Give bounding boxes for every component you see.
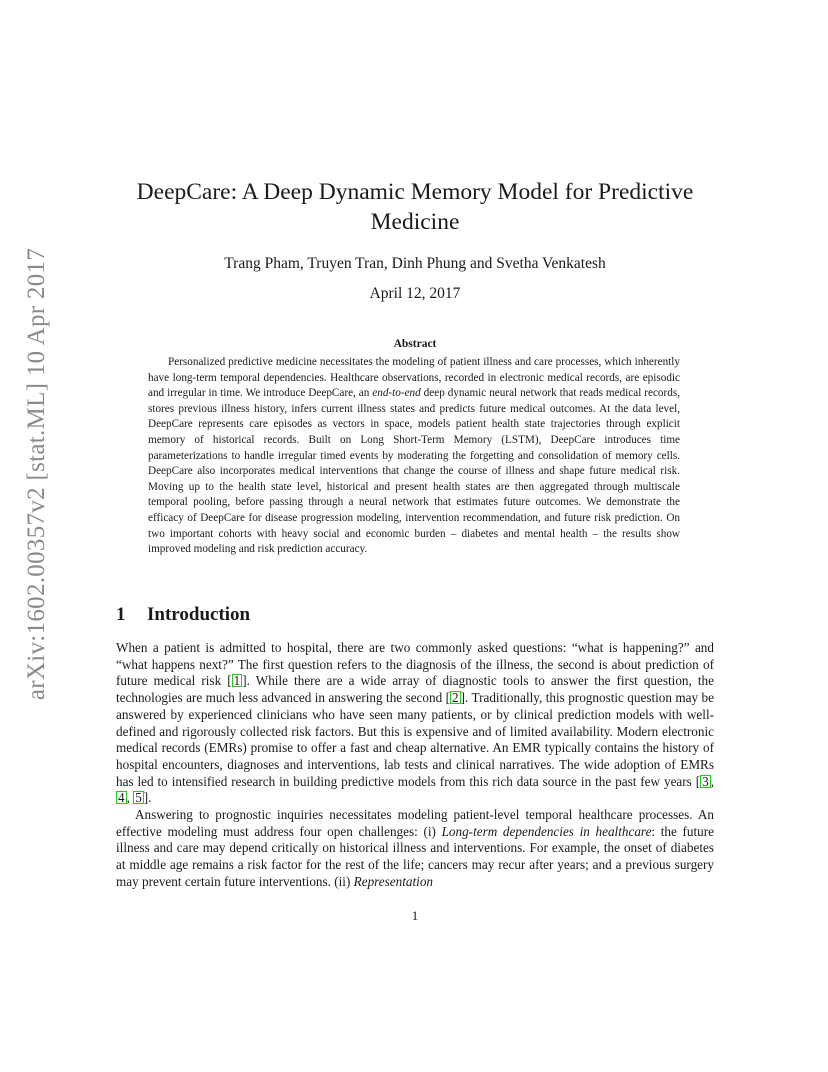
section-title: Introduction <box>147 604 251 625</box>
citation-link[interactable]: 3 <box>702 773 709 789</box>
paragraph-text: When a patient is admitted to hospital, there are two commonly asked questions: “what is happening?” and “what happens next?” The first question refers to the diagnosis of the illness, the second is about prediction of future medical risk [ <box>116 640 714 689</box>
citation-link[interactable]: 2 <box>452 690 459 706</box>
paragraph-text: ]. While there are a wide array of diagnostic tools to answer the first question, the technologies are much less advanced in answering the second [ <box>116 673 714 706</box>
paragraph-text: ]. <box>143 790 152 806</box>
page-number: 1 <box>411 908 419 923</box>
abstract-heading: Abstract <box>393 338 437 350</box>
paper-date: April 12, 2017 <box>369 285 461 302</box>
citation-link[interactable]: 4 <box>118 790 125 806</box>
paragraph-1 <box>116 640 714 807</box>
citation-separator: , <box>126 790 134 806</box>
arxiv-identifier: arXiv:1602.00357v2 [stat.ML] 10 Apr 2017 <box>23 247 51 701</box>
citation-link[interactable]: 1 <box>233 673 241 689</box>
paper-authors: Trang Pham, Truyen Tran, Dinh Phung and Svetha Venkatesh <box>224 255 606 272</box>
arxiv-sidebar-stamp <box>17 247 57 701</box>
abstract-text-2: deep dynamic neural network that reads medical records, stores previous illness history, infers current illness states and predicts future medical outcomes. At the data level, DeepCare represents care episodes as vectors in space, models patient health state trajectories through explicit memory of historical records. Built on Long Short-Term Memory (LSTM), DeepCare introduces time parameterizations to handle irregular timed events by moderating the forgetting and consolidation of memory cells. DeepCare also incorporates medical interventions that change the course of illness and shape future medical risk. Moving up to the health state level, historical and present health states are then aggregated through multiscale temporal pooling, before passing through a neural network that estimates future outcomes. We demonstrate the efficacy of DeepCare for disease progression modeling, intervention recommendation, and future risk prediction. On two important cohorts with heavy social and economic burden – diabetes and mental health – the results show improved modeling and risk prediction accuracy. <box>148 387 680 556</box>
paragraph-text: ]. Traditionally, this prognostic question may be answered by experienced clinicians who have seen many patients, or by clinical prediction models with well-defined and rigorously collected risk factors. But this is expensive and of limited availability. Modern electronic medical records (EMRs) promise to offer a fast and cheap alternative. An EMR typically contains the history of hospital encounters, diagnoses and interventions, lab tests and clinical narratives. The wide adoption of EMRs has led to intensified research in building predictive models from this rich data source in the past few years [ <box>116 690 714 789</box>
abstract-body <box>148 355 680 558</box>
abstract-text-1: Personalized predictive medicine necessitates the modeling of patient illness and care processes, which inherently have long-term temporal dependencies. Healthcare observations, recorded in electronic medical records, are episodic and irregular in time. We introduce DeepCare, an <box>148 356 680 400</box>
citation-separator: , <box>710 773 714 789</box>
paragraph-emphasis: Representation <box>353 873 434 889</box>
paper-title: DeepCare: A Deep Dynamic Memory Model for Predictive Medicine <box>136 179 694 235</box>
section-body <box>116 640 714 891</box>
section-heading <box>116 603 250 627</box>
citation-link[interactable]: 5 <box>135 790 142 806</box>
paragraph-2 <box>116 807 714 891</box>
paragraph-text: Answering to prognostic inquiries necessitates modeling patient-level temporal healthcare processes. An effective modeling must address four open challenges: (i) <box>116 807 714 839</box>
paragraph-emphasis: Long-term dependencies in healthcare <box>441 823 652 839</box>
paragraph-text: : the future illness and care may depend critically on historical illness and interventions. For example, the onset of diabetes at middle age remains a risk factor for the rest of the life; cancers may recur after years; and a previous surgery may prevent certain future interventions. (ii) <box>116 823 715 889</box>
section-number: 1 <box>116 604 126 625</box>
abstract-emphasis: end-to-end <box>372 387 421 400</box>
